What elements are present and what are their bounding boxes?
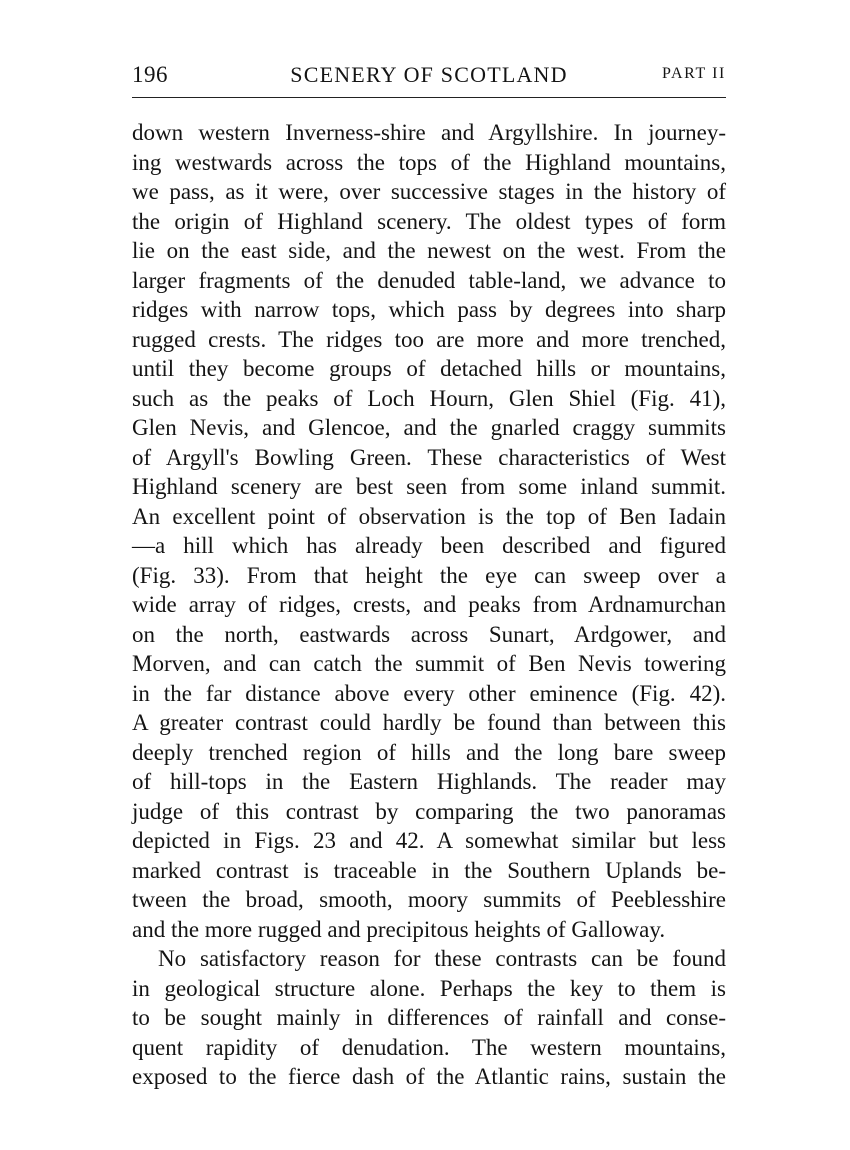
text-line: in the far distance above every other eminence (Fig. 42).	[132, 680, 726, 706]
text-line: the origin of Highland scenery. The oldest types of form	[132, 208, 726, 234]
text-line: larger fragments of the denuded table-land, we advance to	[132, 267, 726, 293]
text-line: on the north, eastwards across Sunart, Ardgower, and	[132, 621, 726, 647]
text-line: quent rapidity of denudation. The western mountains,	[132, 1034, 726, 1060]
text-line: tween the broad, smooth, moory summits of Peeblesshire	[132, 887, 726, 912]
text-line: Morven, and can catch the summit of Ben Nevis towering	[132, 651, 726, 676]
text-line: and the more rugged and precipitous heights of Galloway.	[132, 916, 666, 942]
text-line: Glen Nevis, and Glencoe, and the gnarled craggy summits	[132, 415, 726, 440]
text-line: —a hill which has already been described and figured	[132, 533, 726, 558]
text-line: lie on the east side, and the newest on the west. From the	[132, 238, 726, 263]
body-text	[132, 118, 726, 1092]
paragraph-container	[132, 118, 726, 1092]
text-line: depicted in Figs. 23 and 42. A somewhat similar but less	[132, 828, 726, 853]
page-number: 196	[132, 62, 168, 87]
text-line: ing westwards across the tops of the Highland mountains,	[132, 149, 726, 175]
text-line: down western Inverness-shire and Argyllshire. In journey-	[132, 120, 726, 145]
text-line: No satisfactory reason for these contrasts can be found	[158, 946, 726, 971]
text-line: of Argyll's Bowling Green. These characteristics of West	[132, 444, 726, 470]
text-line: judge of this contrast by comparing the two panoramas	[132, 798, 726, 824]
running-head	[132, 62, 726, 90]
text-line: such as the peaks of Loch Hourn, Glen Shiel (Fig. 41),	[132, 385, 726, 411]
text-line: wide array of ridges, crests, and peaks from Ardnamurchan	[132, 592, 726, 617]
text-line: (Fig. 33). From that height the eye can sweep over a	[132, 562, 726, 588]
part-label: PART II	[661, 65, 726, 82]
text-line: exposed to the fierce dash of the Atlantic rains, sustain the	[132, 1064, 726, 1089]
text-line: A greater contrast could hardly be found than between this	[132, 710, 726, 735]
text-line: we pass, as it were, over successive stages in the history of	[132, 179, 726, 204]
running-title: SCENERY OF SCOTLAND	[290, 62, 568, 87]
text-line: in geological structure alone. Perhaps the key to them is	[132, 975, 726, 1001]
text-line: rugged crests. The ridges too are more and more trenched,	[132, 326, 726, 352]
text-line: of hill-tops in the Eastern Highlands. The reader may	[132, 769, 726, 794]
text-line: marked contrast is traceable in the Southern Uplands be-	[132, 857, 726, 883]
text-line: until they become groups of detached hills or mountains,	[132, 356, 726, 381]
text-line: ridges with narrow tops, which pass by degrees into sharp	[132, 297, 726, 322]
text-line: deeply trenched region of hills and the long bare sweep	[132, 739, 726, 765]
paragraph	[132, 118, 726, 944]
text-line: An excellent point of observation is the top of Ben Iadain	[132, 503, 726, 529]
paragraph	[132, 944, 726, 1092]
header-rule	[132, 97, 726, 98]
text-line: Highland scenery are best seen from some inland summit.	[132, 474, 726, 499]
text-line: to be sought mainly in differences of rainfall and conse-	[132, 1005, 726, 1030]
